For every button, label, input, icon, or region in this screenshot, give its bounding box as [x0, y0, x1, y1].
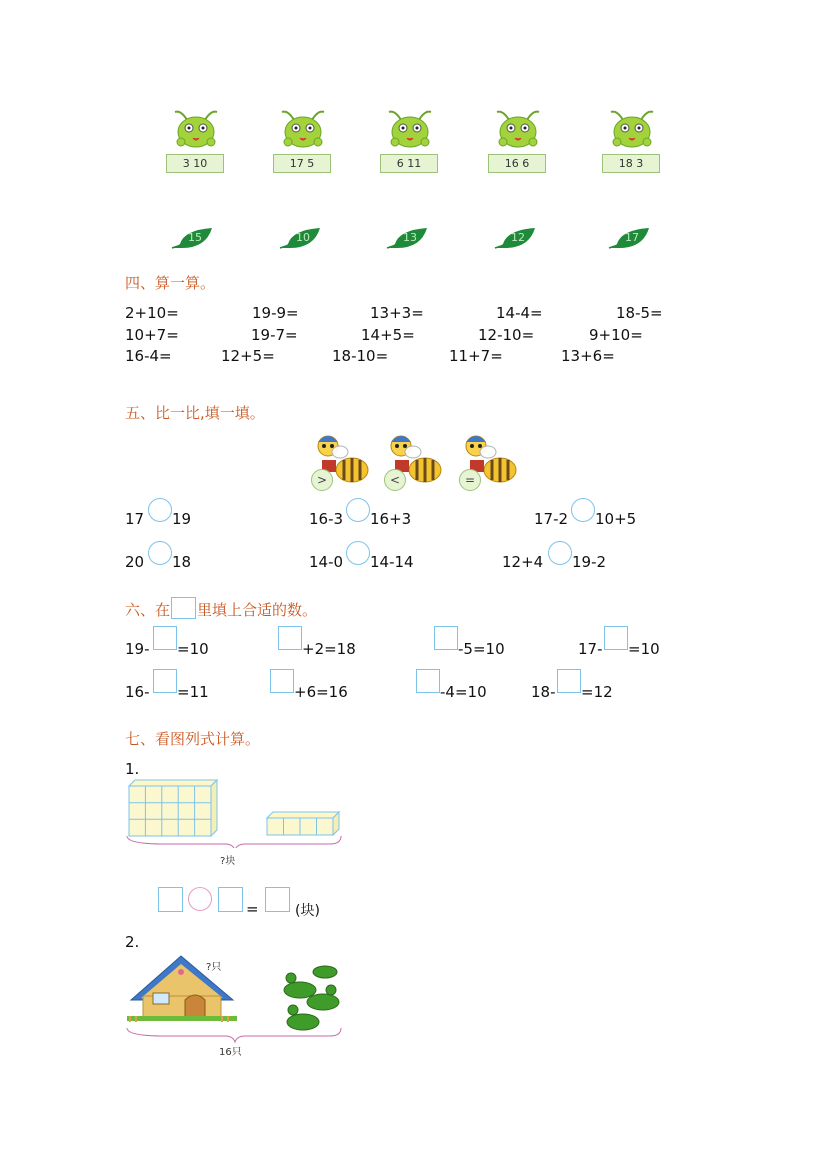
fill-answer-box[interactable]: [416, 669, 440, 693]
answer-box-icon: [171, 597, 196, 619]
calc-problem: 18-5=: [616, 304, 663, 322]
compare-answer-circle[interactable]: [548, 541, 572, 565]
section6-title: [125, 597, 317, 620]
comparison-sign-badge: >: [311, 469, 333, 491]
fill-answer-box[interactable]: [153, 669, 177, 693]
compare-answer-circle[interactable]: [148, 541, 172, 565]
section5-title: 五、比一比,填一填。: [125, 404, 265, 422]
compare-left: 16-3: [309, 510, 344, 528]
fill-after: =12: [581, 683, 613, 701]
comparison-sign-badge: =: [459, 469, 481, 491]
caterpillar-card: 17 5: [273, 154, 331, 173]
caterpillar-card: 16 6: [488, 154, 546, 173]
fill-after: =10: [628, 640, 660, 658]
fill-before: 17-: [578, 640, 603, 658]
q1-operator-circle[interactable]: [188, 887, 212, 911]
caterpillar-item: [381, 108, 439, 160]
compare-right: 14-14: [370, 553, 414, 571]
calc-problem: 16-4=: [125, 347, 172, 365]
calc-problem: 14-4=: [496, 304, 543, 322]
q2-number: 2.: [125, 933, 140, 951]
calc-problem: 14+5=: [361, 326, 415, 344]
calc-problem: 18-10=: [332, 347, 389, 365]
fill-after: =10: [177, 640, 209, 658]
caterpillar-item: [167, 108, 225, 160]
caterpillar-item: [489, 108, 547, 160]
fill-after: -4=10: [440, 683, 487, 701]
q1-answer-box-1[interactable]: [158, 887, 183, 912]
caterpillar-icon: [381, 108, 439, 156]
fill-answer-box[interactable]: [153, 626, 177, 650]
calc-problem: 9+10=: [589, 326, 643, 344]
compare-left: 12+4: [502, 553, 544, 571]
brace-icon: [127, 1028, 341, 1042]
fill-answer-box[interactable]: [557, 669, 581, 693]
leaf-number: 13: [403, 231, 417, 244]
fill-after: +6=16: [294, 683, 348, 701]
section4-title: 四、算一算。: [125, 274, 216, 292]
section6-title-after: 里填上合适的数。: [197, 601, 318, 619]
compare-right: 19: [172, 510, 192, 528]
calc-problem: 12+5=: [221, 347, 275, 365]
compare-left: 20: [125, 553, 145, 571]
calc-problem: 13+3=: [370, 304, 424, 322]
house-rabbits-illustration: [125, 950, 350, 1055]
calc-problem: 2+10=: [125, 304, 179, 322]
compare-answer-circle[interactable]: [346, 498, 370, 522]
section6-title-before: 六、在: [125, 601, 171, 619]
fill-before: 19-: [125, 640, 150, 658]
caterpillar-card: 18 3: [602, 154, 660, 173]
calc-problem: 10+7=: [125, 326, 179, 344]
compare-right: 10+5: [595, 510, 637, 528]
q1-answer-box-2[interactable]: [218, 887, 243, 912]
brace-icon: [127, 836, 341, 848]
q1-equals: =: [246, 900, 259, 918]
compare-left: 14-0: [309, 553, 344, 571]
calc-problem: 12-10=: [478, 326, 535, 344]
q1-number: 1.: [125, 760, 140, 778]
caterpillar-item: [274, 108, 332, 160]
caterpillar-icon: [489, 108, 547, 156]
calc-problem: 13+6=: [561, 347, 615, 365]
fill-after: =11: [177, 683, 209, 701]
section7-title: 七、看图列式计算。: [125, 730, 261, 748]
fill-after: -5=10: [458, 640, 505, 658]
leaf-number: 12: [511, 231, 525, 244]
caterpillar-card: 3 10: [166, 154, 224, 173]
fill-after: +2=18: [302, 640, 356, 658]
compare-answer-circle[interactable]: [148, 498, 172, 522]
calc-problem: 19-7=: [251, 326, 298, 344]
compare-answer-circle[interactable]: [571, 498, 595, 522]
caterpillar-icon: [274, 108, 332, 156]
leaf-number: 17: [625, 231, 639, 244]
caterpillar-icon: [603, 108, 661, 156]
compare-left: 17-2: [534, 510, 569, 528]
leaf-number: 15: [188, 231, 202, 244]
comparison-sign-badge: <: [384, 469, 406, 491]
fill-answer-box[interactable]: [434, 626, 458, 650]
fill-answer-box[interactable]: [270, 669, 294, 693]
fill-answer-box[interactable]: [604, 626, 628, 650]
compare-answer-circle[interactable]: [346, 541, 370, 565]
caterpillar-icon: [167, 108, 225, 156]
caterpillar-item: [603, 108, 661, 160]
compare-right: 19-2: [572, 553, 607, 571]
fill-answer-box[interactable]: [278, 626, 302, 650]
leaf-number: 10: [296, 231, 310, 244]
q1-brace-label: ?块: [220, 856, 236, 867]
cube-blocks-illustration: [125, 778, 345, 848]
q1-unit: (块): [295, 903, 320, 919]
calc-problem: 19-9=: [252, 304, 299, 322]
compare-right: 18: [172, 553, 192, 571]
calc-problem: 11+7=: [449, 347, 503, 365]
caterpillar-card: 6 11: [380, 154, 438, 173]
q2-top-label: ?只: [206, 962, 222, 973]
q1-answer-box-3[interactable]: [265, 887, 290, 912]
fill-before: 18-: [531, 683, 556, 701]
fill-before: 16-: [125, 683, 150, 701]
compare-left: 17: [125, 510, 145, 528]
q2-brace-label: 16只: [219, 1047, 242, 1058]
compare-right: 16+3: [370, 510, 412, 528]
